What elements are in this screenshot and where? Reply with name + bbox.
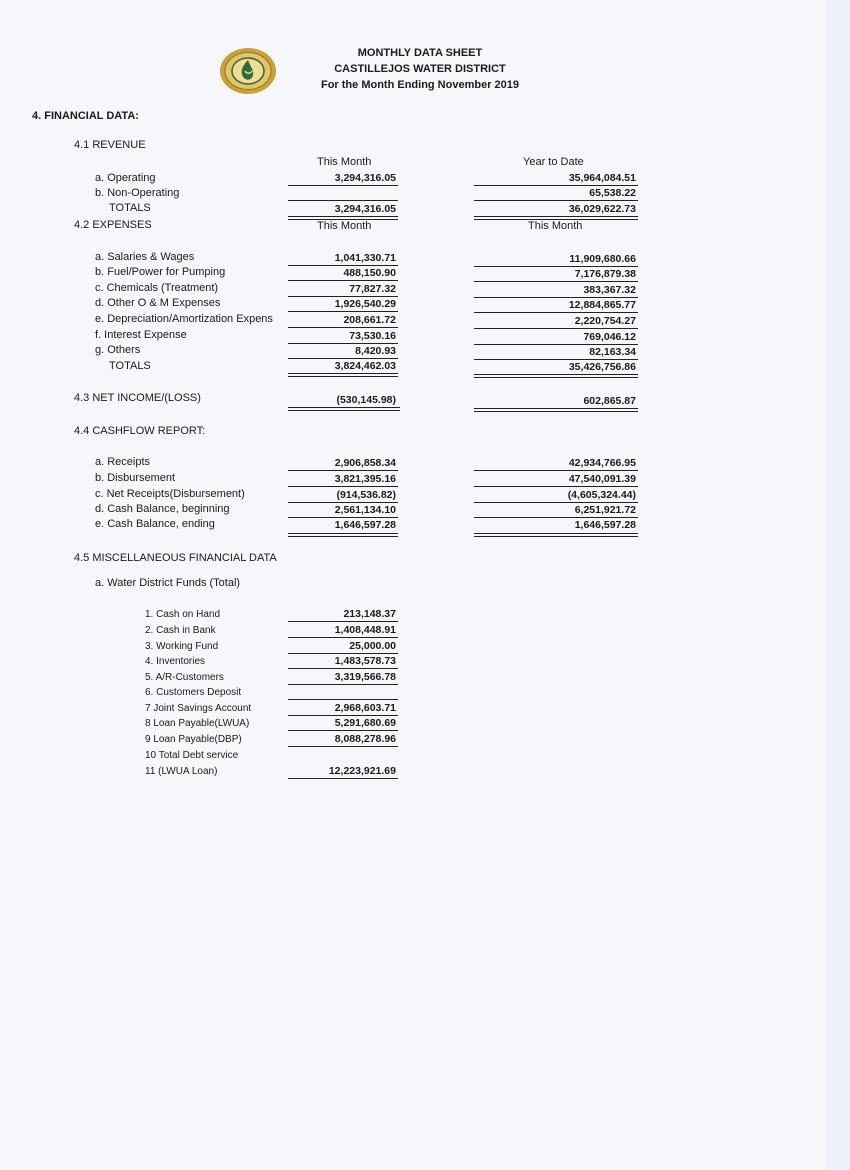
expense-row-ytd: 11,909,680.66 [569, 253, 636, 265]
underline [288, 684, 398, 685]
underline [474, 297, 638, 298]
revenue-col-this-month: This Month [317, 156, 372, 168]
net-income-label: 4.3 NET INCOME/(LOSS) [74, 392, 201, 404]
underline [288, 637, 398, 638]
fund-row-label: 7 Joint Savings Account [145, 703, 252, 714]
expense-row-label: c. Chemicals (Treatment) [95, 282, 219, 294]
underline [288, 311, 398, 312]
expense-row-label: d. Other O & M Expenses [95, 297, 221, 309]
revenue-totals-ytd: 36,029,622.73 [568, 203, 636, 215]
underline [288, 502, 398, 503]
revenue-row-label: b. Non-Operating [95, 187, 180, 199]
net-income-month: (530,145.98) [336, 394, 396, 406]
header-line-3: For the Month Ending November 2019 [320, 79, 520, 91]
expense-row-ytd: 769,046.12 [583, 331, 636, 343]
section-heading: 4. FINANCIAL DATA: [32, 110, 139, 122]
underline [288, 653, 398, 654]
fund-row-value: 5,291,680.69 [334, 717, 396, 729]
double-underline [474, 408, 638, 412]
underline [474, 486, 638, 487]
cashflow-row-ytd: 6,251,921.72 [574, 504, 636, 516]
revenue-row-ytd: 65,538.22 [589, 187, 636, 199]
expenses-col-ytd: This Month [528, 220, 583, 232]
cashflow-row-label: a. Receipts [95, 456, 151, 468]
underline [288, 343, 398, 344]
cashflow-row-ytd: 42,934,766.95 [568, 457, 636, 469]
revenue-totals-month: 3,294,316.05 [334, 203, 396, 215]
net-income-ytd: 602,865.87 [583, 395, 636, 407]
expense-row-ytd: 12,884,865.77 [568, 299, 636, 311]
revenue-row-label: a. Operating [95, 172, 156, 184]
underline [474, 281, 638, 282]
underline [474, 517, 638, 518]
fund-row-label: 5. A/R-Customers [145, 672, 224, 683]
underline [288, 715, 398, 716]
cashflow-row-month: 2,906,858.34 [334, 457, 396, 469]
underline [288, 517, 398, 518]
underline [288, 778, 398, 779]
scan-edge-strip [826, 0, 850, 1170]
fund-row-label: 1. Cash on Hand [145, 609, 221, 620]
water-district-seal-icon [219, 47, 277, 95]
fund-row-value: 213,148.37 [343, 608, 396, 620]
header-line-1: MONTHLY DATA SHEET [357, 47, 483, 59]
fund-row-label: 9 Loan Payable(DBP) [145, 734, 242, 745]
fund-row-label: 3. Working Fund [145, 641, 219, 652]
cashflow-row-ytd: 1,646,597.28 [574, 519, 636, 531]
expenses-title: 4.2 EXPENSES [74, 219, 152, 231]
cashflow-row-label: c. Net Receipts(Disbursement) [95, 488, 245, 500]
underline [288, 358, 398, 359]
double-underline [474, 533, 638, 537]
fund-row-value: 1,483,578.73 [334, 655, 396, 667]
fund-row-label: 10 Total Debt service [145, 750, 239, 761]
expense-row-month: 8,420.93 [355, 345, 396, 357]
cashflow-row-ytd: 47,540,091.39 [568, 473, 636, 485]
misc-title: 4.5 MISCELLANEOUS FINANCIAL DATA [74, 552, 277, 564]
fund-row-value: 3,319,566.78 [334, 671, 396, 683]
underline [474, 328, 638, 329]
double-underline [288, 373, 398, 377]
underline [288, 327, 398, 328]
fund-row-value: 12,223,921.69 [328, 765, 396, 777]
fund-row-label: 11 (LWUA Loan) [145, 766, 218, 777]
underline [288, 280, 398, 281]
fund-row-value: 25,000.00 [349, 640, 396, 652]
fund-row-label: 2. Cash in Bank [145, 625, 216, 636]
cashflow-row-month: 3,821,395.16 [334, 473, 396, 485]
underline [474, 185, 638, 186]
fund-row-label: 4. Inventories [145, 656, 206, 667]
double-underline [288, 533, 398, 537]
expense-row-label: e. Depreciation/Amortization Expens [95, 313, 273, 325]
expense-row-label: f. Interest Expense [95, 329, 187, 341]
underline [288, 730, 398, 731]
revenue-col-ytd: Year to Date [523, 156, 584, 168]
expense-row-ytd: 383,367.32 [583, 284, 636, 296]
revenue-row-ytd: 35,964,084.51 [568, 172, 636, 184]
expense-row-ytd: 7,176,879.38 [574, 268, 636, 280]
expense-row-ytd: 82,163.34 [589, 346, 636, 358]
underline [474, 470, 638, 471]
double-underline [474, 374, 638, 378]
cashflow-row-ytd: (4,605,324.44) [567, 489, 636, 501]
underline [474, 359, 638, 360]
fund-row-value: 1,408,448.91 [334, 624, 396, 636]
revenue-row-month: 3,294,316.05 [334, 172, 396, 184]
double-underline [288, 407, 400, 411]
cashflow-title: 4.4 CASHFLOW REPORT: [74, 425, 206, 437]
cashflow-row-label: e. Cash Balance, ending [95, 518, 215, 530]
expenses-totals-ytd: 35,426,756.86 [568, 361, 636, 373]
underline [288, 265, 398, 266]
revenue-totals-label: TOTALS [109, 202, 151, 214]
expense-row-month: 1,926,540.29 [334, 298, 396, 310]
underline [288, 668, 398, 669]
cashflow-row-label: b. Disbursement [95, 472, 176, 484]
expense-row-label: g. Others [95, 344, 141, 356]
cashflow-row-month: 1,646,597.28 [334, 519, 396, 531]
underline [474, 344, 638, 345]
underline [474, 266, 638, 267]
cashflow-row-month: 2,561,134.10 [334, 504, 396, 516]
fund-row-value: 2,968,603.71 [334, 702, 396, 714]
cashflow-row-month: (914,536.82) [336, 489, 396, 501]
fund-row-label: 6. Customers Deposit [145, 687, 242, 698]
revenue-title: 4.1 REVENUE [74, 139, 146, 151]
expense-row-month: 1,041,330.71 [334, 252, 396, 264]
fund-row-value: 8,088,278.96 [334, 733, 396, 745]
expense-row-month: 208,661.72 [343, 314, 396, 326]
header-line-2: CASTILLEJOS WATER DISTRICT [334, 63, 506, 75]
underline [288, 621, 398, 622]
expense-row-ytd: 2,220,754.27 [574, 315, 636, 327]
expense-row-label: b. Fuel/Power for Pumping [95, 266, 226, 278]
expense-row-month: 77,827.32 [349, 283, 396, 295]
underline [288, 470, 398, 471]
fund-row-label: 8 Loan Payable(LWUA) [145, 718, 250, 729]
underline [288, 746, 398, 747]
expenses-totals-label: TOTALS [109, 360, 151, 372]
underline [474, 502, 638, 503]
underline [288, 185, 398, 186]
misc-subtitle: a. Water District Funds (Total) [95, 577, 241, 589]
expenses-totals-month: 3,824,462.03 [334, 360, 396, 372]
underline [288, 200, 398, 201]
expense-row-label: a. Salaries & Wages [95, 251, 195, 263]
underline [474, 312, 638, 313]
expenses-col-this-month: This Month [317, 220, 372, 232]
cashflow-row-label: d. Cash Balance, beginning [95, 503, 230, 515]
expense-row-month: 73,530.16 [349, 330, 396, 342]
underline [288, 486, 398, 487]
underline [288, 699, 398, 700]
underline [474, 200, 638, 201]
expense-row-month: 488,150.90 [343, 267, 396, 279]
underline [288, 296, 398, 297]
